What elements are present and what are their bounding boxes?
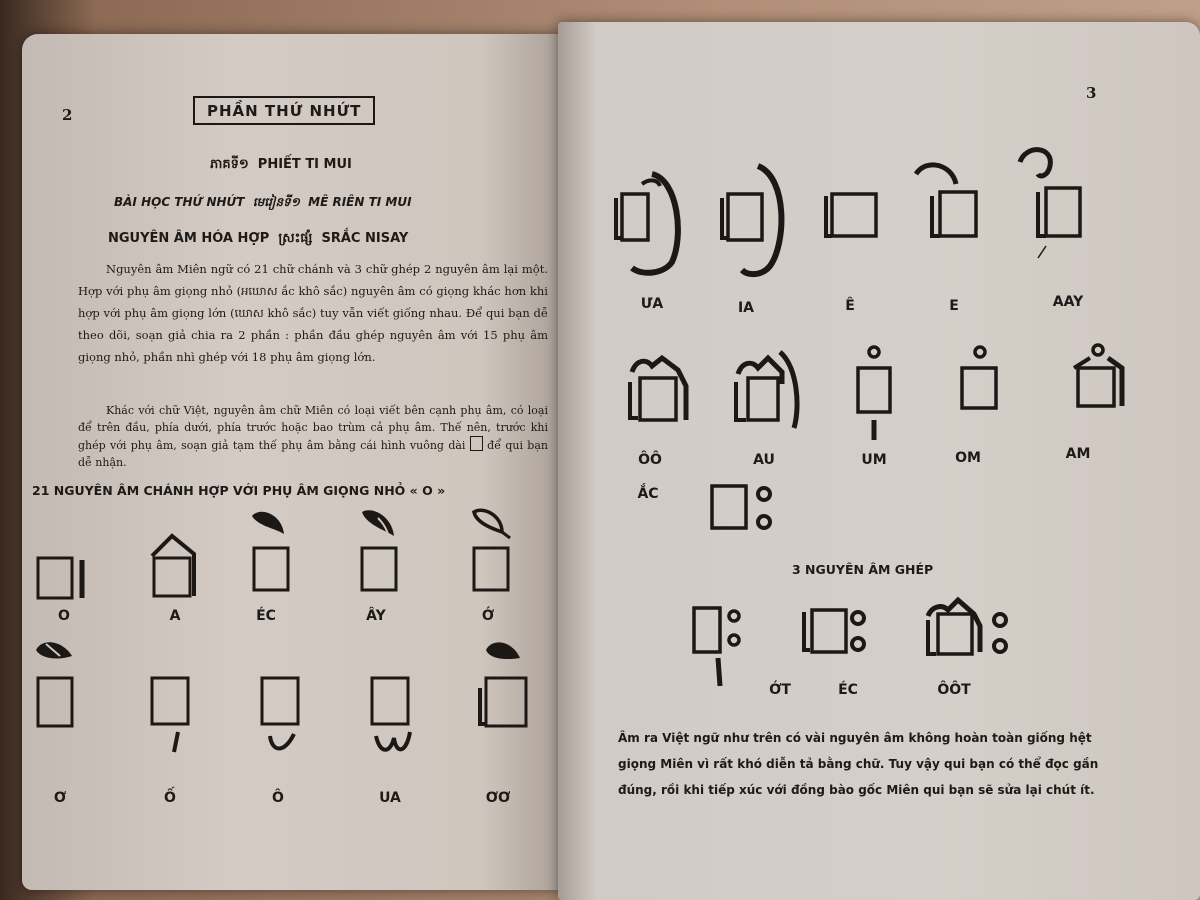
page-number: 2 xyxy=(62,106,73,124)
lesson-title: BÀI HỌC THỨ NHỨT xyxy=(114,195,245,209)
note-line-3: đúng, rồi khi tiếp xúc với đồng bào gốc Miên qui bạn sẽ sửa lại chút ít. xyxy=(618,783,1095,797)
left-page xyxy=(22,34,562,890)
vowel-label-ay: ÂY xyxy=(366,608,386,624)
vowel-label-e: E xyxy=(949,298,959,314)
compound-ec-glyph xyxy=(796,604,876,664)
lesson-title-line xyxy=(114,194,412,212)
vowel-heading: 21 NGUYÊN ÂM CHÁNH HỢP VỚI PHỤ ÂM GIỌNG NHỎ « O » xyxy=(32,483,446,498)
page-number: 3 xyxy=(1086,84,1097,102)
vowel-ooh-glyph xyxy=(258,674,318,758)
vowel-e-glyph xyxy=(912,162,992,242)
vowel-ay-glyph xyxy=(358,508,418,600)
vowel-label-ia: IA xyxy=(737,300,755,316)
vowel-ia-glyph xyxy=(718,158,798,278)
vowel-aay-glyph xyxy=(1016,148,1096,248)
note-line-1: Âm ra Việt ngữ như trên có vài nguyên âm không hoàn toàn giống hệt xyxy=(618,731,1092,745)
vowel-label-e-accent: Ê xyxy=(845,298,855,314)
lesson-khmer: មេរៀនទី១ xyxy=(252,195,300,209)
vowel-o-hook-glyph xyxy=(468,508,528,600)
second-paragraph xyxy=(78,402,548,471)
section-translit: SRẮC NISAY xyxy=(321,231,409,246)
vowel-label-o2: Ơ xyxy=(53,790,67,806)
right-page xyxy=(558,22,1200,900)
vowel-um-glyph xyxy=(852,340,912,450)
second-paragraph-end: để qui bạn dễ nhận. xyxy=(78,439,548,469)
part-subtitle xyxy=(210,156,352,175)
second-paragraph-text: Khác với chữ Việt, nguyên âm chữ Miên có loại viết bên cạnh phụ âm, có loại để trên đầu, phía dưới, phía trước hoặc bao trùm cả phụ âm. Thế nên, trước khi ghép với phụ âm, soạn giả tạm thế phụ âm bằng cái hình vuông dài xyxy=(78,404,548,452)
vowel-o-glyph xyxy=(36,554,96,604)
vowel-label-um: UM xyxy=(861,452,887,468)
vowel-label-oo: Ố xyxy=(164,790,176,806)
part-subtitle-viet: PHIẾT TI MUI xyxy=(257,157,352,172)
vowel-o2-glyph xyxy=(32,638,92,730)
lesson-translit: MÊ RIÊN TI MUI xyxy=(308,195,412,209)
compound-ot-glyph xyxy=(690,604,760,694)
vowel-label-ooh: Ô xyxy=(272,790,284,806)
section-title: NGUYÊN ÂM HÓA HỢP xyxy=(108,231,270,246)
vowel-label-ua: ƯA xyxy=(640,296,664,312)
vowel-e-accent-glyph xyxy=(822,192,892,262)
vowel-ec-glyph xyxy=(248,508,308,600)
vowel-oo-double-glyph xyxy=(476,638,542,730)
vowel-label-aay: AAY xyxy=(1052,294,1084,310)
vowel-label-oo-double: ƠƠ xyxy=(485,790,511,806)
compound-label-ot: ỚT xyxy=(769,682,791,698)
compound-label-oot: ÔÔT xyxy=(937,682,971,698)
square-placeholder-icon xyxy=(470,436,483,451)
vowel-label-ec: ÉC xyxy=(256,608,276,624)
vowel-label-am: AM xyxy=(1065,446,1091,462)
vowel-oo-glyph xyxy=(626,356,706,436)
part-subtitle-khmer: ភាគទី១ xyxy=(210,157,249,172)
vowel-label-oo: ÔÔ xyxy=(638,452,662,468)
vowel-label-om: OM xyxy=(955,450,981,466)
intro-paragraph: Nguyên âm Miên ngữ có 21 chữ chánh và 3 chữ ghép 2 nguyên âm lại một. Hợp với phụ âm giọng nhỏ (អឃោស ắc khô sắc) nguyên âm có giọng khác hơn khi hợp với phụ âm giọng lớn (ឃោស khô sắc) tuy vẫn viết giống nhau. Để qui bạn dễ theo dõi, soạn giả chia ra 2 phần : phần đầu ghép nguyên âm với 15 phụ âm giọng nhỏ, phần nhì ghép với 18 phụ âm giọng lớn. xyxy=(78,262,548,364)
compound-oot-glyph xyxy=(924,596,1024,666)
vowel-label-o: O xyxy=(58,608,70,624)
section-title-line xyxy=(108,230,408,249)
vowel-label-au: AU xyxy=(753,452,775,468)
vowel-om-glyph xyxy=(956,340,1016,420)
part-title: PHẦN THỨ NHỨT xyxy=(193,96,375,125)
compound-heading: 3 NGUYÊN ÂM GHÉP xyxy=(792,562,934,577)
vowel-au-glyph xyxy=(732,348,812,438)
vowel-a-glyph xyxy=(148,532,208,602)
vowel-label-a: A xyxy=(169,608,181,624)
section-khmer: ស្រះផ្សំ xyxy=(278,231,313,246)
vowel-label-ua: UA xyxy=(379,790,401,806)
vowel-ua-glyph xyxy=(368,674,428,758)
vowel-am-glyph xyxy=(1068,338,1138,418)
vowel-label-ac: ẮC xyxy=(637,486,659,502)
vowel-ac-glyph xyxy=(708,482,788,542)
compound-label-ec: ÉC xyxy=(838,682,858,698)
note-line-2: giọng Miên vì rất khó diễn tả bằng chữ. Tuy vậy qui bạn có thể đọc gần xyxy=(618,757,1099,771)
vowel-oo-glyph xyxy=(148,674,208,754)
vowel-ua-glyph xyxy=(612,154,692,278)
vowel-label-o-hook: Ớ xyxy=(481,608,495,624)
